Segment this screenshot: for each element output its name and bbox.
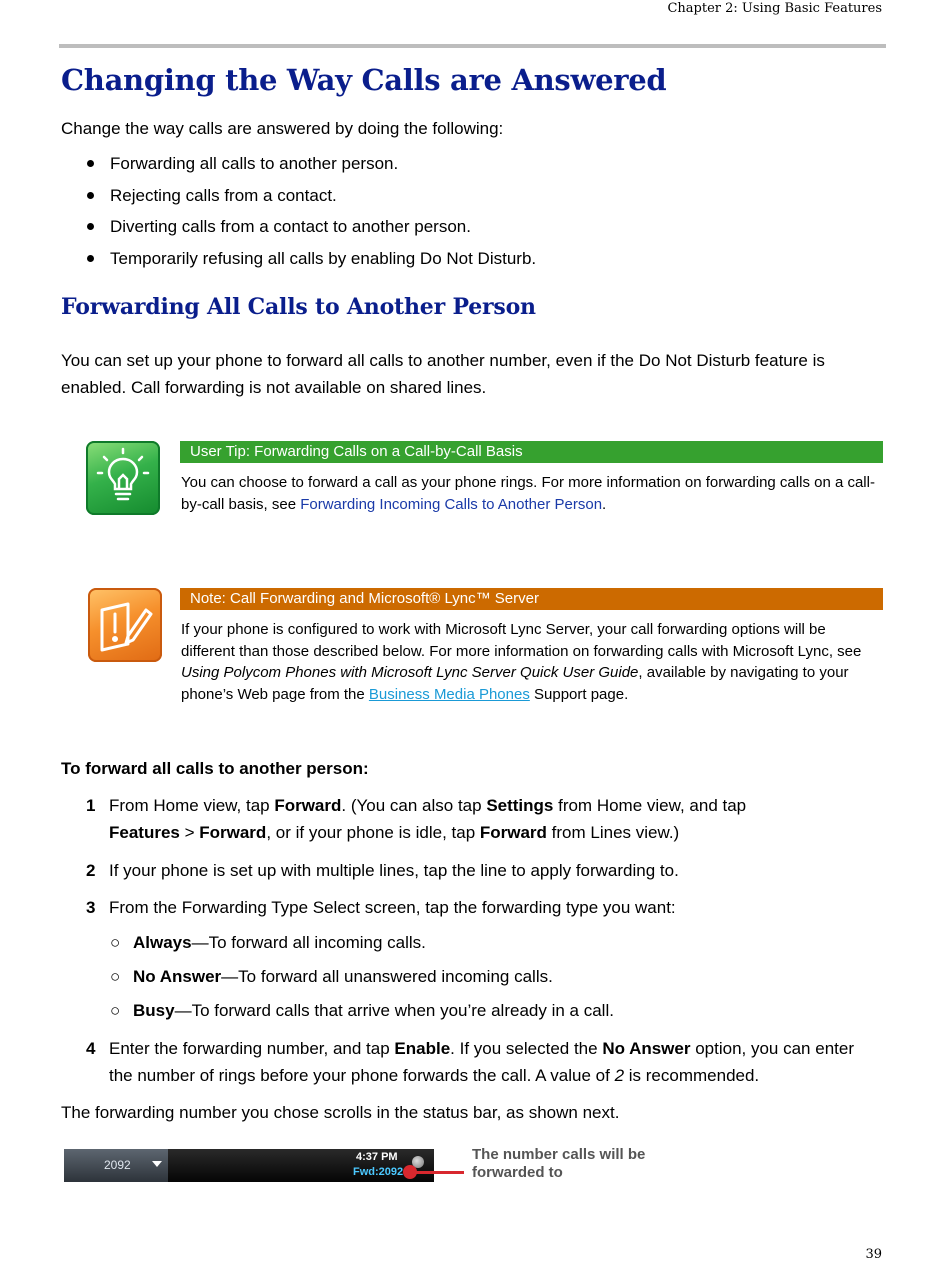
header-rule (59, 44, 886, 48)
note-text-2: , available by navigating to your phone’s Web page from the (181, 664, 849, 703)
step-2 (86, 857, 876, 884)
note-pen-icon (88, 588, 162, 662)
hollow-bullet-icon: ○ (110, 967, 121, 986)
note-text-3: Support page. (529, 685, 629, 703)
status-forward-number: Fwd:2092 (353, 1166, 404, 1178)
step-text: If your phone is set up with multiple lines, tap the line to apply forwarding to. (109, 861, 679, 880)
page-number: 39 (865, 1247, 882, 1262)
tip-link[interactable]: Forwarding Incoming Calls to Another Person (300, 495, 603, 513)
list-item: Diverting calls from a contact to another person. (61, 213, 536, 245)
closing-text: The forwarding number you chose scrolls in the status bar, as shown next. (61, 1103, 620, 1122)
callout-annotation: The number calls will be forwarded to (472, 1146, 646, 1181)
list-item: Forwarding all calls to another person. (61, 150, 536, 182)
list-item: Temporarily refusing all calls by enabling Do Not Disturb. (61, 245, 536, 277)
step-4 (86, 1035, 876, 1089)
line-label: 2092 (104, 1158, 131, 1172)
step-number: 3 (86, 898, 96, 917)
page-title: Changing the Way Calls are Answered (61, 63, 667, 97)
procedure-title: To forward all calls to another person: (61, 759, 369, 778)
tip-text (181, 472, 883, 515)
step-text: Enter the forwarding number, and tap Enable. If you selected the No Answer option, you can enter the number of rings before your phone forwards the call. A value of 2 is recommended. (109, 1039, 854, 1085)
phone-status-bar (64, 1149, 434, 1182)
step-3 (86, 894, 876, 921)
step-number: 2 (86, 861, 96, 880)
step-text: From Home view, tap Forward. (You can also tap Settings from Home view, and tap Features > Forward, or if your phone is idle, tap Forward from Lines view.) (109, 796, 747, 842)
chevron-down-icon (152, 1161, 162, 1167)
status-time: 4:37 PM (356, 1151, 398, 1163)
pointer-dot (403, 1165, 417, 1179)
pointer-line (414, 1171, 464, 1174)
list-item: Rejecting calls from a contact. (61, 182, 536, 214)
hollow-bullet-icon: ○ (110, 1001, 121, 1020)
section-title: Forwarding All Calls to Another Person (61, 294, 536, 320)
lightbulb-icon (86, 441, 160, 515)
hollow-bullet-icon: ○ (110, 933, 121, 952)
note-banner: Note: Call Forwarding and Microsoft® Lync™ Server (180, 588, 883, 610)
step-number: 4 (86, 1039, 96, 1058)
tip-text-body: You can choose to forward a call as your phone rings. For more information on forwarding calls on a call-by-call basis, see (181, 474, 875, 513)
step-number: 1 (86, 796, 96, 815)
section-paragraph: You can set up your phone to forward all calls to another number, even if the Do Not Disturb feature is enabled. Call forwarding is not available on shared lines. (61, 351, 825, 397)
note-guide-title: Using Polycom Phones with Microsoft Lync Server Quick User Guide (181, 664, 639, 681)
step-text: From the Forwarding Type Select screen, tap the forwarding type you want: (109, 898, 676, 917)
step-1 (86, 792, 876, 846)
intro-text: Change the way calls are answered by doing the following: (61, 119, 504, 138)
note-text-1: If your phone is configured to work with Microsoft Lync Server, your call forwarding options will be different than those described below. For more information on forwarding calls with Microsoft Lync, see (181, 621, 862, 660)
tip-text-end: . (602, 495, 607, 513)
line-selector (64, 1149, 168, 1182)
bullet-list (61, 150, 536, 276)
business-media-phones-link[interactable]: Business Media Phones (368, 685, 530, 703)
note-text (181, 619, 883, 705)
tip-banner: User Tip: Forwarding Calls on a Call-by-Call Basis (180, 441, 883, 463)
running-header: Chapter 2: Using Basic Features (667, 1, 882, 16)
